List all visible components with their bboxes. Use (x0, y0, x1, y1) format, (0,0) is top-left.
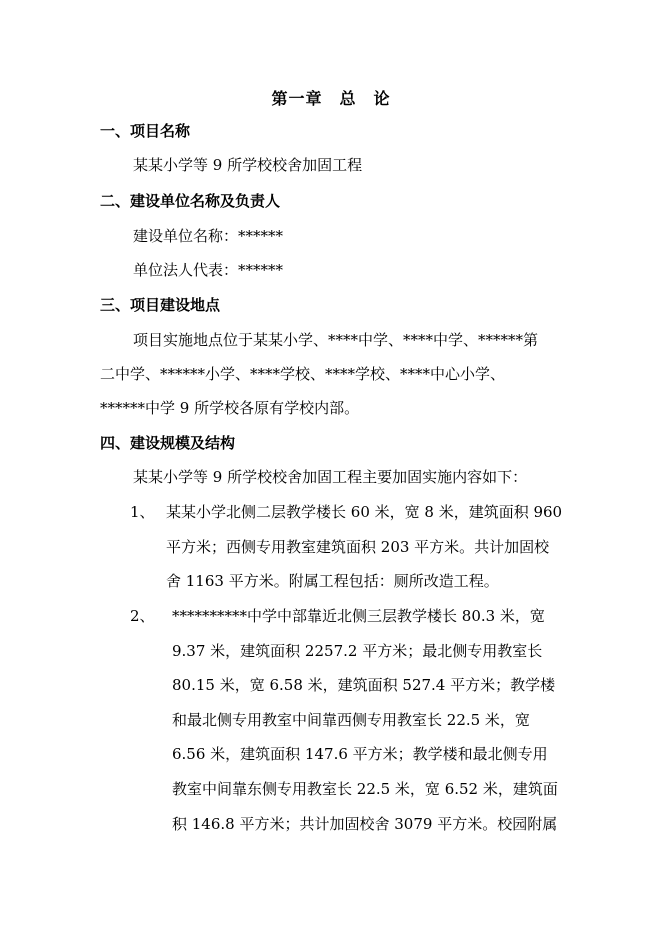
section-2-line-2: 单位法人代表：****** (133, 261, 284, 279)
item-2-line-3: 80.15 米，宽 6.58 米，建筑面积 527.4 平方米；教学楼 (172, 676, 556, 694)
section-heading-1: 一、项目名称 (100, 122, 191, 140)
section-2-line-1: 建设单位名称：****** (133, 227, 284, 245)
section-4-line-1: 某某小学等 9 所学校校舍加固工程主要加固实施内容如下： (133, 468, 528, 486)
section-heading-3: 三、项目建设地点 (100, 296, 221, 314)
item-2-line-7: 积 146.8 平方米；共计加固校舍 3079 平方米。校园附属 (172, 815, 558, 833)
item-2-line-1: **********中学中部靠近北侧三层教学楼长 80.3 米，宽 (172, 607, 545, 625)
item-2-line-2: 9.37 米，建筑面积 2257.2 平方米；最北侧专用教室长 (172, 642, 543, 660)
section-heading-4: 四、建设规模及结构 (100, 434, 236, 452)
chapter-title: 第一章 总 论 (271, 89, 391, 108)
item-1-line-3: 舍 1163 平方米。附属工程包括：厕所改造工程。 (166, 572, 499, 590)
item-2-line-4: 和最北侧专用教室中间靠西侧专用教室长 22.5 米，宽 (172, 711, 530, 729)
item-2-line-6: 教室中间靠东侧专用教室长 22.5 米，宽 6.52 米，建筑面 (172, 780, 558, 798)
section-3-line-2: 二中学、******小学、****学校、****学校、****中心小学、 (100, 365, 506, 383)
item-1-line-2: 平方米；西侧专用教室建筑面积 203 平方米。共计加固校 (166, 538, 550, 556)
section-1-line-1: 某某小学等 9 所学校校舍加固工程 (133, 156, 363, 174)
section-heading-2: 二、建设单位名称及负责人 (100, 192, 281, 210)
item-2-number: 2、 (130, 607, 155, 625)
item-1-line-1: 某某小学北侧二层教学楼长 60 米，宽 8 米，建筑面积 960 (166, 503, 563, 521)
item-2-line-5: 6.56 米，建筑面积 147.6 平方米；教学楼和最北侧专用 (172, 745, 548, 763)
section-3-line-3: ******中学 9 所学校各原有学校内部。 (100, 399, 360, 417)
section-3-line-1: 项目实施地点位于某某小学、****中学、****中学、******第 (133, 331, 539, 349)
item-1-number: 1、 (130, 503, 155, 521)
